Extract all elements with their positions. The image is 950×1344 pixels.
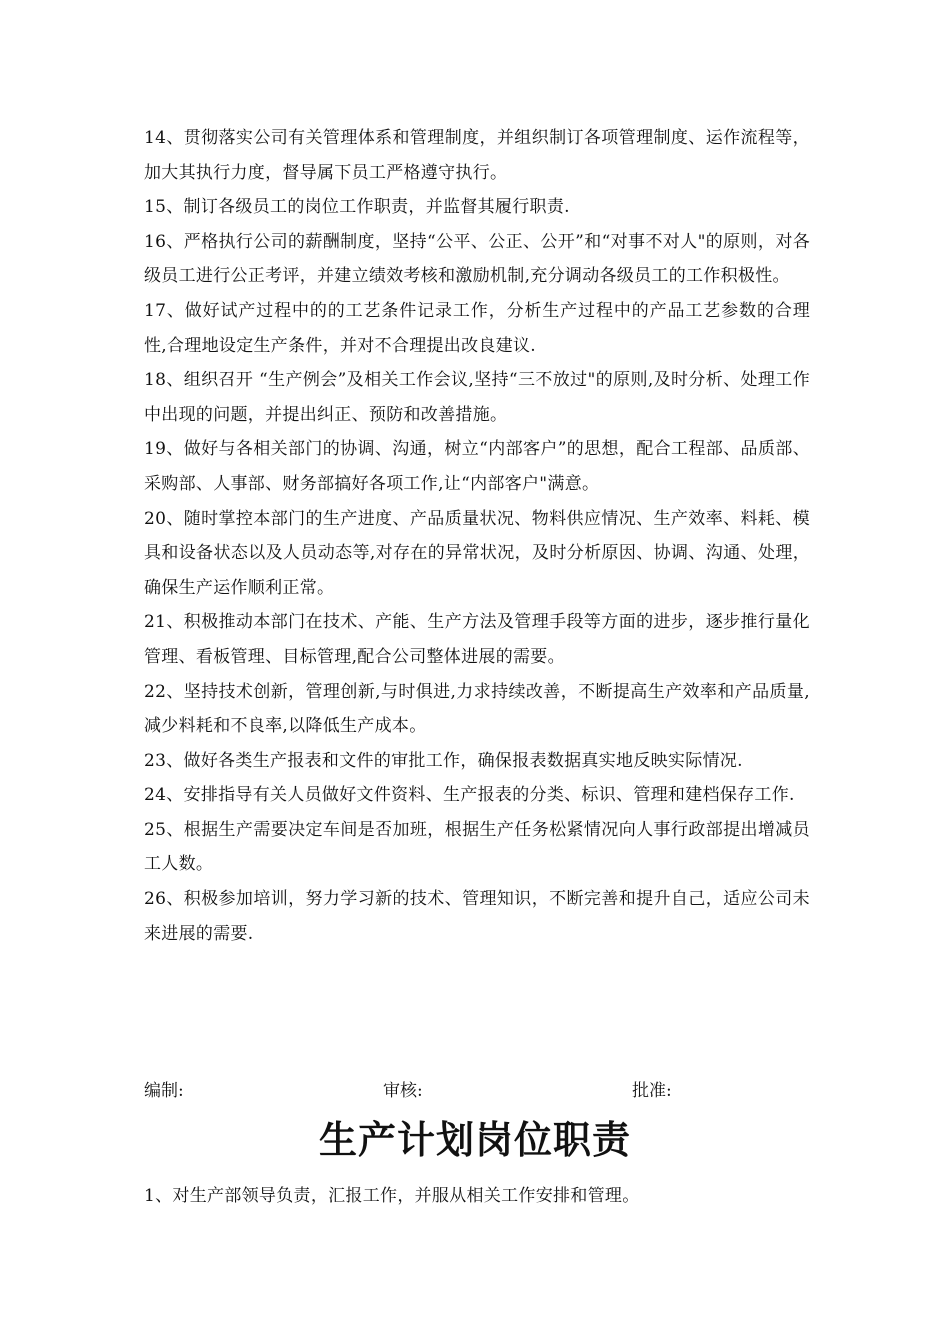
list-item: 18、组织召开 “生产例会”及相关工作会议,坚持“三不放过"的原则,及时分析、处理工作中出现的问题，并提出纠正、预防和改善措施。 [144, 370, 810, 425]
list-item: 16、严格执行公司的薪酬制度，坚持“公平、公正、公开”和“对事不对人"的原则，对各级员工进行公正考评，并建立绩效考核和激励机制,充分调动各级员工的工作积极性。 [144, 231, 810, 287]
list-item: 20、随时掌控本部门的生产进度、产品质量状况、物料供应情况、生产效率、料耗、模具和设备状态以及人员动态等,对存在的异常状况，及时分析原因、协调、沟通、处理，确保生产运作顺利正常。 [144, 508, 810, 598]
list-item: 19、做好与各相关部门的协调、沟通，树立“内部客户”的思想，配合工程部、品质部、采购部、人事部、财务部搞好各项工作,让“内部客户"满意。 [144, 439, 810, 494]
section-title: 生产计划岗位职责 [318, 1118, 631, 1162]
list-item: 24、安排指导有关人员做好文件资料、生产报表的分类、标识、管理和建档保存工作. [144, 785, 795, 806]
signature-row [144, 1074, 810, 1108]
prepared-by-label: 编制: [144, 1081, 184, 1101]
list-item: 1、对生产部领导负责，汇报工作，并服从相关工作安排和管理。 [144, 1186, 640, 1206]
list-item: 22、坚持技术创新，管理创新,与时俱进,力求持续改善，不断提高生产效率和产品质量,减少料耗和不良率,以降低生产成本。 [144, 681, 810, 737]
list-item: 17、做好试产过程中的的工艺条件记录工作，分析生产过程中的产品工艺参数的合理性,合理地设定生产条件，并对不合理提出改良建议. [144, 300, 810, 356]
list-item: 23、做好各类生产报表和文件的审批工作，确保报表数据真实地反映实际情况. [144, 750, 743, 771]
section-responsibility-list [144, 1179, 810, 1213]
list-item: 25、根据生产需要决定车间是否加班，根据生产任务松紧情况向人事行政部提出增减员工人数。 [144, 819, 810, 875]
list-item: 21、积极推动本部门在技术、产能、生产方法及管理手段等方面的进步，逐步推行量化管理、看板管理、目标管理,配合公司整体进展的需要。 [144, 612, 810, 667]
responsibility-list [144, 121, 810, 951]
reviewed-by-label: 审核: [383, 1081, 423, 1101]
approved-by-label: 批准: [632, 1081, 672, 1101]
list-item: 15、制订各级员工的岗位工作职责，并监督其履行职责. [144, 197, 570, 218]
list-item: 26、积极参加培训，努力学习新的技术、管理知识，不断完善和提升自己，适应公司未来进展的需要. [144, 889, 810, 944]
list-item: 14、贯彻落实公司有关管理体系和管理制度，并组织制订各项管理制度、运作流程等，加大其执行力度，督导属下员工严格遵守执行。 [144, 128, 810, 183]
